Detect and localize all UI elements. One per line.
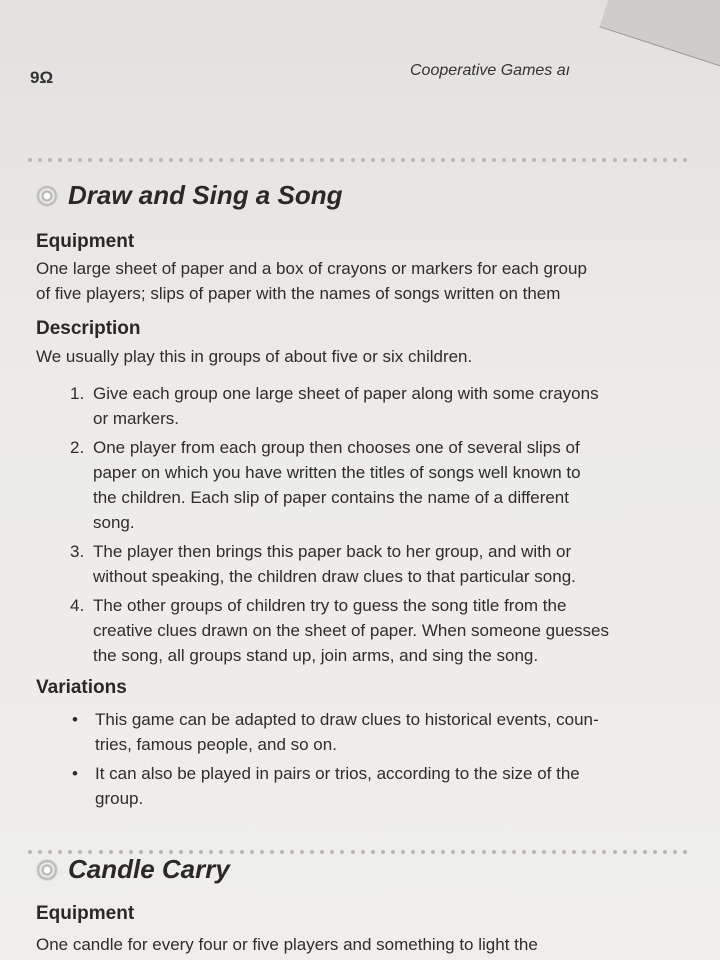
list-item xyxy=(72,761,702,811)
equipment-heading: Equipment xyxy=(36,903,135,924)
step-text xyxy=(93,539,700,589)
list-item xyxy=(72,707,702,757)
section-title-text: Candle Carry xyxy=(68,854,230,884)
description-text: We usually play this in groups of about five or six children. xyxy=(36,347,473,366)
variations-list xyxy=(72,707,702,811)
list-item xyxy=(70,435,700,535)
step-text xyxy=(93,435,700,535)
description-heading: Description xyxy=(36,318,141,339)
equipment-line: of five players; slips of paper with the names of songs written on them xyxy=(36,284,561,303)
step-number: 1. xyxy=(70,384,85,403)
equipment-text xyxy=(36,932,696,957)
page-corner-shadow xyxy=(599,0,720,70)
list-item xyxy=(70,593,700,668)
step-number: 2. xyxy=(70,438,85,457)
list-item xyxy=(70,381,700,431)
step-number: 4. xyxy=(70,596,85,615)
variation-line: It can also be played in pairs or trios, according to the size of the xyxy=(95,764,580,783)
step-line: or markers. xyxy=(93,409,179,428)
step-line: paper on which you have written the titles of songs well known to xyxy=(93,463,581,482)
swirl-icon xyxy=(36,859,58,881)
equipment-line: One large sheet of paper and a box of crayons or markers for each group xyxy=(36,259,587,278)
page-number: 9Ω xyxy=(30,68,54,87)
step-line: creative clues drawn on the sheet of paper. When someone guesses xyxy=(93,621,609,640)
step-line: The other groups of children try to guess the song title from the xyxy=(93,596,567,615)
section-title-text: Draw and Sing a Song xyxy=(68,180,343,210)
section-title-draw-and-sing xyxy=(36,180,342,211)
variation-text xyxy=(95,761,702,811)
list-item xyxy=(70,539,700,589)
steps-list xyxy=(70,381,700,668)
section-title-candle-carry xyxy=(36,854,230,885)
step-line: without speaking, the children draw clues to that particular song. xyxy=(93,567,576,586)
step-number: 3. xyxy=(70,542,85,561)
step-line: the children. Each slip of paper contains the name of a different xyxy=(93,488,569,507)
variations-heading: Variations xyxy=(36,677,127,698)
step-line: Give each group one large sheet of paper along with some crayons xyxy=(93,384,599,403)
variation-text xyxy=(95,707,702,757)
step-text xyxy=(93,593,700,668)
swirl-icon xyxy=(36,185,58,207)
bullet-icon: • xyxy=(72,710,78,729)
step-line: the song, all groups stand up, join arms, and sing the song. xyxy=(93,646,539,665)
variation-line: This game can be adapted to draw clues to historical events, coun- xyxy=(95,710,599,729)
bullet-icon: • xyxy=(72,764,78,783)
equipment-line: One candle for every four or five players and something to light the xyxy=(36,935,538,954)
running-head: Cooperative Games aı xyxy=(410,62,571,79)
equipment-text xyxy=(36,256,696,306)
step-line: One player from each group then chooses one of several slips of xyxy=(93,438,580,457)
equipment-heading: Equipment xyxy=(36,231,135,252)
dotted-rule xyxy=(28,156,688,164)
variation-line: group. xyxy=(95,789,144,808)
step-text xyxy=(93,381,700,431)
step-line: song. xyxy=(93,513,135,532)
variation-line: tries, famous people, and so on. xyxy=(95,735,337,754)
step-line: The player then brings this paper back to her group, and with or xyxy=(93,542,572,561)
